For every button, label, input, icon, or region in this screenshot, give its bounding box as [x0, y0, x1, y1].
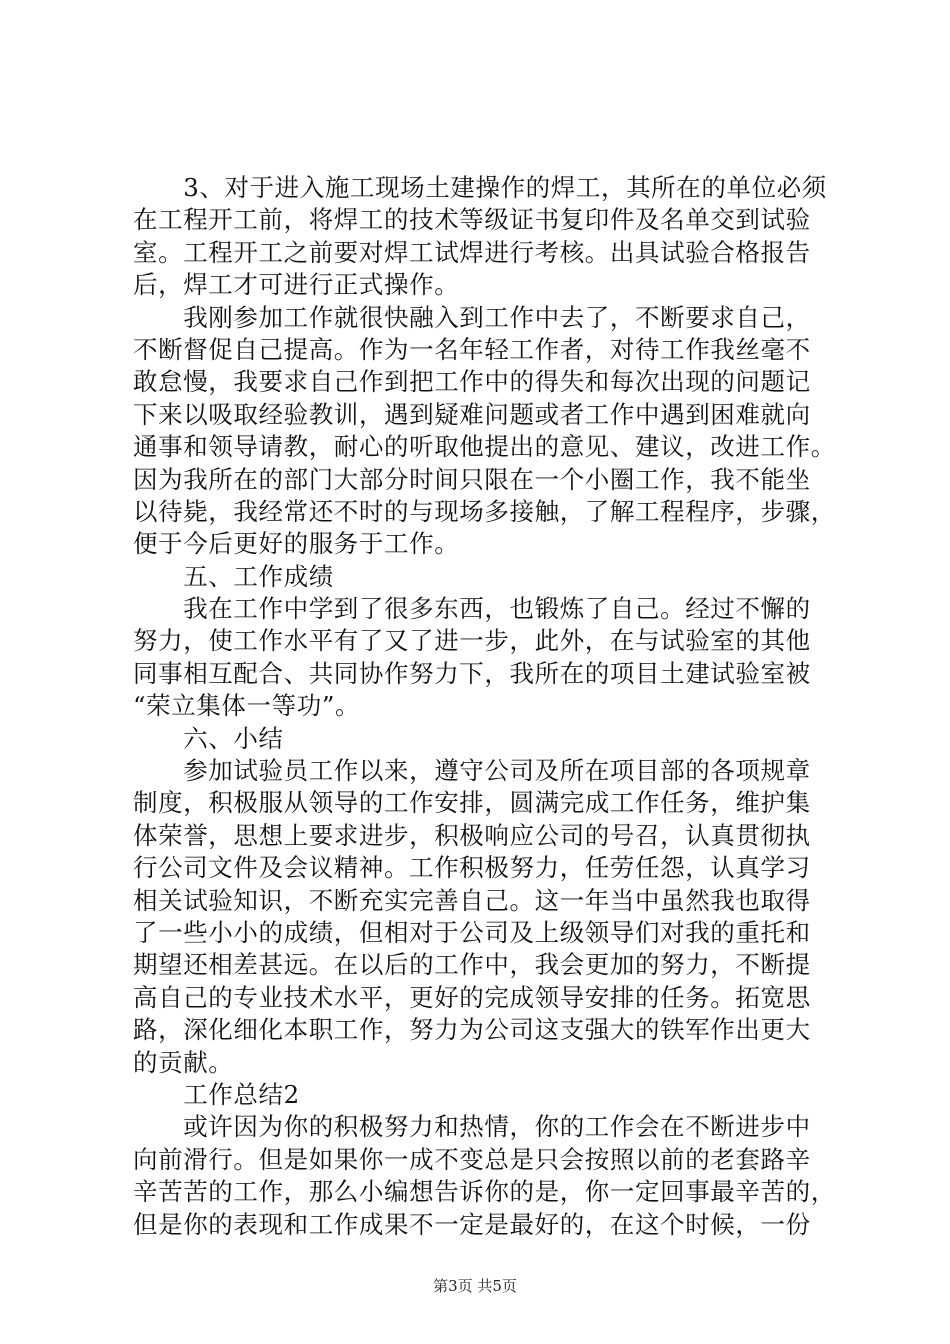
section-heading: 六、小结: [133, 723, 284, 753]
text-line: 通事和领导请教，耐心的听取他提出的意见、建议，改进工作。: [133, 432, 836, 462]
page-footer: [0, 1275, 950, 1296]
text-line: 我在工作中学到了很多东西，也锻炼了自己。经过不懈的: [133, 594, 811, 624]
text-line: 或许因为你的积极努力和热情，你的工作会在不断进步中: [133, 1112, 811, 1142]
text-line: 不断督促自己提高。作为一名年轻工作者，对待工作我丝毫不: [133, 334, 811, 364]
text-line: 室。工程开工之前要对焊工试焊进行考核。出具试验合格报告: [133, 237, 811, 267]
text-line: 向前滑行。但是如果你一成不变总是只会按照以前的老套路辛: [133, 1144, 811, 1174]
page-number: 第3页 共5页: [433, 1277, 517, 1295]
text-line: 我刚参加工作就很快融入到工作中去了，不断要求自己，: [133, 302, 811, 332]
text-line: 期望还相差甚远。在以后的工作中，我会更加的努力，不断提: [133, 950, 811, 980]
section-heading: 五、工作成绩: [133, 561, 334, 591]
text-line: 参加试验员工作以来，遵守公司及所在项目部的各项规章: [133, 756, 811, 786]
text-line: 努力，使工作水平有了又了进一步，此外，在与试验室的其他: [133, 626, 811, 656]
text-line: 因为我所在的部门大部分时间只限在一个小圈工作，我不能坐: [133, 464, 811, 494]
text-line: 制度，积极服从领导的工作安排，圆满完成工作任务，维护集: [133, 788, 811, 818]
text-line: 但是你的表现和工作成果不一定是最好的，在这个时候，一份: [133, 1209, 811, 1239]
text-line: 在工程开工前，将焊工的技术等级证书复印件及名单交到试验: [133, 205, 811, 235]
text-line: 路，深化细化本职工作，努力为公司这支强大的铁军作出更大: [133, 1015, 811, 1045]
text-line: 体荣誉，思想上要求进步，积极响应公司的号召，认真贯彻执: [133, 820, 811, 850]
text-line: 3、对于进入施工现场土建操作的焊工，其所在的单位必须: [133, 173, 827, 202]
document-body: [133, 172, 836, 1241]
text-line: 行公司文件及会议精神。工作积极努力，任劳任怨，认真学习: [133, 853, 811, 883]
text-line: 敢怠慢，我要求自己作到把工作中的得失和每次出现的问题记: [133, 367, 811, 397]
text-line: 以待毙，我经常还不时的与现场多接触，了解工程程序，步骤，: [133, 496, 836, 526]
text-line: 了一些小小的成绩，但相对于公司及上级领导们对我的重托和: [133, 917, 811, 947]
text-line: 下来以吸取经验教训，遇到疑难问题或者工作中遇到困难就向: [133, 399, 811, 429]
text-line: 便于今后更好的服务于工作。: [133, 529, 460, 559]
section-heading: 工作总结2: [133, 1079, 300, 1109]
text-line: 辛苦苦的工作，那么小编想告诉你的是，你一定回事最辛苦的，: [133, 1177, 836, 1207]
text-line: 的贡献。: [133, 1047, 234, 1077]
text-line: 后，焊工才可进行正式操作。: [133, 270, 460, 300]
text-line: “荣立集体一等功”。: [133, 691, 361, 721]
text-line: 高自己的专业技术水平，更好的完成领导安排的任务。拓宽思: [133, 982, 811, 1012]
text-line: 同事相互配合、共同协作努力下，我所在的项目土建试验室被: [133, 658, 811, 688]
text-line: 相关试验知识，不断充实完善自己。这一年当中虽然我也取得: [133, 885, 811, 915]
